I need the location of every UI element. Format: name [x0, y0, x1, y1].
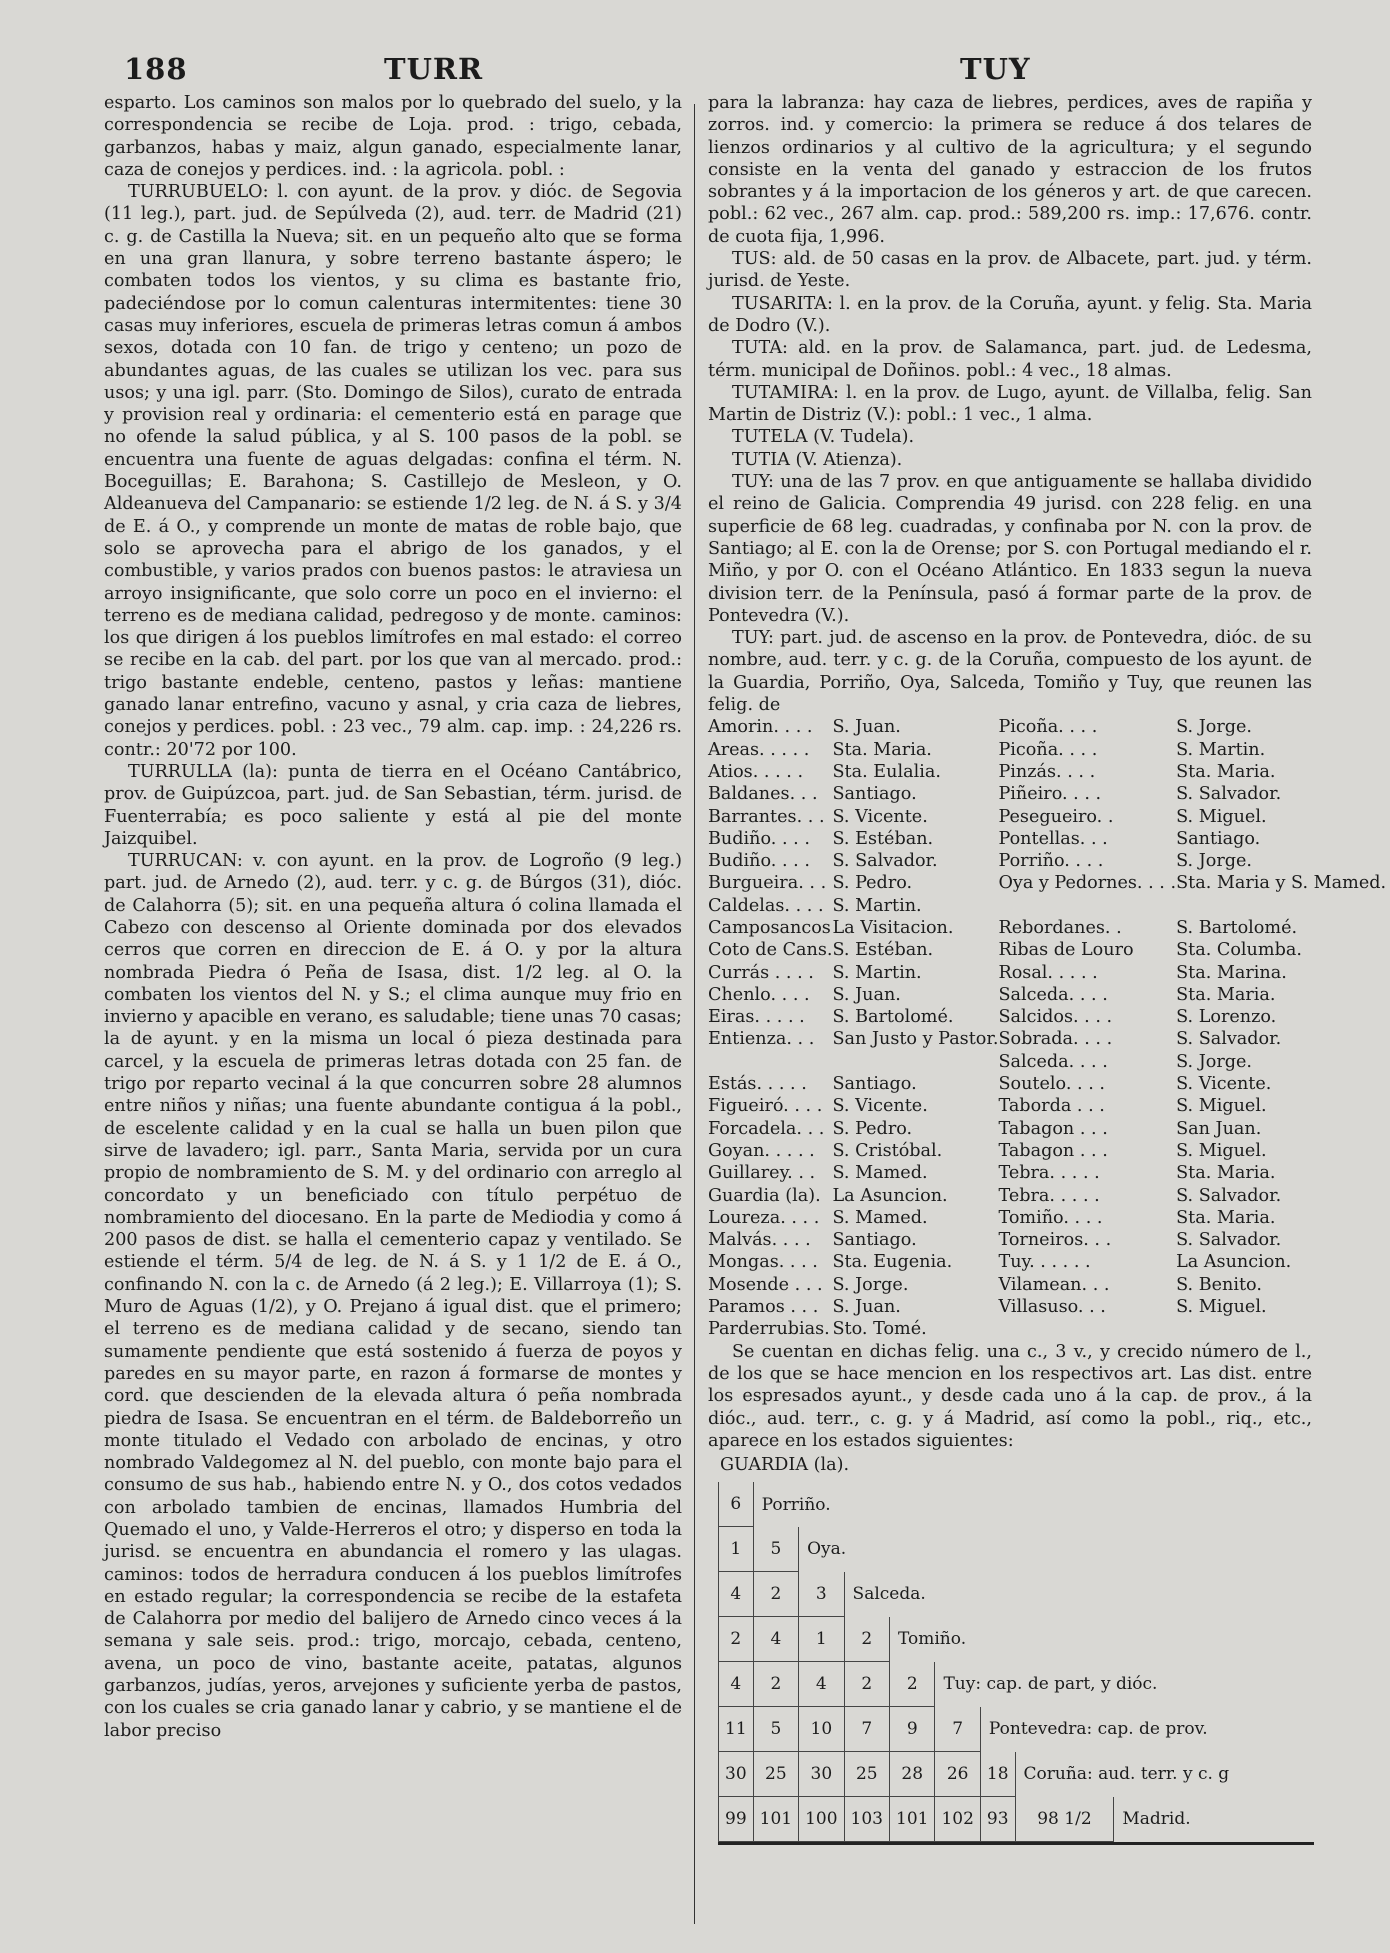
parish-saint: Santiago. — [832, 1230, 917, 1251]
parish-place: Tebra. . . . . — [998, 1163, 1100, 1184]
distance-cell: 7 — [935, 1707, 980, 1752]
parish-saint: Sta. Marina. — [1176, 962, 1287, 983]
parish-saint: S. Salvador. — [1176, 1230, 1282, 1251]
parish-saint — [832, 1051, 998, 1073]
distance-cell: 4 — [753, 1617, 798, 1662]
distance-cell: 4 — [719, 1662, 754, 1707]
distance-cell: 25 — [753, 1752, 798, 1797]
list-item — [708, 1028, 1386, 1050]
parish-saint: San Juan. — [1176, 1118, 1262, 1139]
distance-cell: 93 — [980, 1797, 1015, 1842]
distance-place-label: Coruña: aud. terr. y c. g — [1015, 1752, 1235, 1797]
parish-saint: S. Jorge. — [1176, 1051, 1253, 1072]
list-item — [708, 1251, 1386, 1273]
parish-place: Guardia (la). — [708, 1185, 821, 1206]
parish-saint: S. Salvador. — [1176, 1029, 1282, 1050]
parish-place: Mosende . . . — [708, 1274, 823, 1295]
parish-saint: S. Lorenzo. — [1176, 1007, 1277, 1028]
parish-place: Atios. . . . . — [708, 761, 804, 782]
list-item — [708, 1118, 1386, 1140]
parish-place: Tabagon . . . — [998, 1118, 1108, 1139]
table-row — [719, 1797, 1236, 1842]
parish-place: Figueiró. . . . — [708, 1096, 823, 1117]
table-row — [719, 1572, 1236, 1617]
distance-cell: 98 1/2 — [1015, 1797, 1114, 1842]
distance-place-label: Pontevedra: cap. de prov. — [980, 1707, 1235, 1752]
distance-cell: 11 — [719, 1707, 754, 1752]
parish-saint: S. Martin. — [1176, 739, 1266, 760]
parish-saint: S. Salvador. — [1176, 784, 1282, 805]
entry-paragraph: esparto. Los caminos son malos por lo quebrado del suelo, y la correspondencia se recibe de Loja. prod. : trigo, cebada, garbanzos, habas y maiz, algun ganado, especialmente lanar, caza de conejos y perdices. ind. : la agricola. pobl. : — [104, 93, 682, 180]
running-head-left: TURR — [384, 52, 484, 86]
parish-place: Coto de Cans. — [708, 940, 833, 961]
running-head-right: TUY — [960, 52, 1031, 86]
list-item — [708, 962, 1386, 984]
entry-paragraph: TURRUCAN: v. con ayunt. en la prov. de Logroño (9 leg.) part. jud. de Arnedo (2), aud. terr. y c. g. de Búrgos (31), dióc. de Calahorra (5); sit. en una pequeña altura ó colina llamada el Cabezo con descenso al Oriente dominada por dos elevados cerros que corren en direccion de E. á O. y por la altura nombrada Piedra ó Peña de Isasa, dist. 1/2 leg. al O. la combaten los vientos del N. y S.; el clima aunque muy frio en invierno y apacible en verano, es saludable; tiene unas 70 casas; la de ayunt. y en la misma un local ó pieza destinada para carcel, y la escuela de primeras letras dotada con 25 fan. de trigo por reparto vecinal á la que concurren sobre 28 alumnos entre niños y niñas; una fuente abundante contigua á la pobl., de escelente calidad y en la cual se halla un buen pilon que sirve de lavadero; igl. parr., Santa Maria, servida por un cura propio de nombramiento de S. M. y del ordinario con arreglo al concordato y un beneficiado con título perpétuo de nombramiento del diocesano. En la parte de Mediodia y como á 200 pasos de dist. se halla el cementerio capaz y ventilado. Se estiende el térm. 5/4 de leg. de N. á S. y 1 1/2 de E. á O., confinando N. con la c. de Arnedo (á 2 leg.); E. Villarroya (1); S. Muro de Aguas (1/2), y O. Prejano á igual dist. que el primero; el terreno es de mediana calidad y de secano, siendo tan sumamente pendiente que está sostenido á fuerza de poyos y paredes en su mayor parte, en razon á formarse de montes y cord. que descienden de la elevada altura ó peña nombrada piedra de Isasa. Se encuentran en el térm. de Baldeborreño un monte titulado el Vedado con arbolado de encinas, y otro nombrado Valdegomez al N. del pueblo, con monte bajo para el consumo de sus hab., habiendo entre N. y O., dos cotos vedados con arbolado tambien de encinas, llamados Humbria del Quemado el uno, y Valde-Herreros el otro; y disperso en toda la jurisd. se encuentra en abundancia el romero y las ulagas. caminos: todos de herradura conducen á los pueblos limítrofes en estado regular; la correspondencia se recibe de la estafeta de Calahorra por medio del balijero de Arnedo cinco veces á la semana y sale seis. prod.: trigo, morcajo, cebada, centeno, avena, un poco de vino, bastante aceite, patatas, algunos garbanzos, judías, yeros, arvejones y suficiente yerba de pastos, con los cuales se cria ganado lanar y cabrio, y se mantiene el de labor preciso — [104, 851, 682, 1741]
list-item — [708, 716, 1386, 738]
distance-cell: 9 — [890, 1707, 935, 1752]
parish-saint: San Justo y Pastor. — [832, 1029, 999, 1050]
distance-cell: 2 — [753, 1662, 798, 1707]
parish-place: Pontellas. . . — [998, 828, 1108, 849]
parish-saint: S. Cristóbal. — [832, 1140, 943, 1161]
distance-cell: 2 — [844, 1617, 889, 1662]
parish-saint: Sta. Columba. — [1176, 940, 1302, 961]
parish-place: Budiño. . . . — [708, 828, 810, 849]
parish-saint: S. Vicente. — [832, 1096, 928, 1117]
distance-table — [718, 1482, 1235, 1842]
parish-saint: La Asuncion. — [832, 1185, 948, 1206]
list-item — [708, 1051, 1386, 1073]
parish-place: Loureza. . . . — [708, 1207, 820, 1228]
parish-place: Areas. . . . . — [708, 739, 810, 760]
parish-place: Tomiño. . . . — [998, 1207, 1103, 1228]
distance-cell: 101 — [753, 1797, 798, 1842]
distance-cell: 2 — [719, 1617, 754, 1662]
left-column — [104, 92, 682, 1742]
parish-place: Budiño. . . . — [708, 851, 810, 872]
parish-saint: S. Bartolomé. — [1176, 917, 1298, 938]
parish-saint: S. Salvador. — [832, 851, 938, 872]
parish-saint: S. Salvador. — [1176, 1185, 1282, 1206]
distance-table-title: GUARDIA (la). — [720, 1455, 850, 1476]
parish-saint: S. Miguel. — [1176, 1297, 1267, 1318]
list-item — [708, 806, 1386, 828]
parish-saint: S. Estéban. — [832, 828, 934, 849]
list-item — [708, 761, 1386, 783]
distance-cell: 2 — [890, 1662, 935, 1707]
distance-cell: 102 — [935, 1797, 980, 1842]
page-number: 188 — [124, 52, 188, 86]
parish-place: Salceda. . . . — [998, 984, 1108, 1005]
parish-place: Caldelas. . . . — [708, 895, 824, 916]
list-item — [708, 1140, 1386, 1162]
parish-saint: S. Miguel. — [1176, 1096, 1267, 1117]
list-item — [708, 917, 1386, 939]
distance-cell: 4 — [719, 1572, 754, 1617]
distance-place-label: Tuy: cap. de part, y dióc. — [935, 1662, 1235, 1707]
distance-cell: 2 — [844, 1662, 889, 1707]
list-item — [708, 872, 1386, 894]
distance-place-label: Oya. — [799, 1527, 1236, 1572]
parish-place: Rosal. . . . . — [998, 962, 1098, 983]
table-row — [719, 1482, 1236, 1527]
distance-cell: 10 — [799, 1707, 844, 1752]
parish-saint: Santiago. — [1176, 828, 1261, 849]
parish-place: Oya y Pedornes. . . . — [998, 873, 1177, 894]
entry-paragraph: TUTA: ald. en la prov. de Salamanca, part. jud. de Ledesma, térm. municipal de Doñinos. pobl.: 4 vec., 18 almas. — [708, 338, 1312, 381]
distance-cell: 18 — [980, 1752, 1015, 1797]
parish-place: Picoña. . . . — [998, 717, 1098, 738]
parish-place: Porriño. . . . — [998, 851, 1104, 872]
parish-place: Paramos . . . — [708, 1297, 819, 1318]
list-item — [708, 1185, 1386, 1207]
entry-paragraph: TUY: part. jud. de ascenso en la prov. de Pontevedra, dióc. de su nombre, aud. terr. y c. g. de la Coruña, compuesto de los ayunt. de la Guardia, Porriño, Oya, Salceda, Tomiño y Tuy, que reunen las felig. de — [708, 628, 1312, 716]
entry-paragraph: para la labranza: hay caza de liebres, perdices, aves de rapiña y zorros. ind. y comercio: la primera se reduce á dos telares de lienzos ordinarios y al cultivo de la agricultura; y el segundo consiste en la venta del ganado y estraccion de los frutos sobrantes y á la importacion de los géneros y art. de que carecen. pobl.: 62 vec., 267 alm. cap. prod.: 589,200 rs. imp.: 17,676. contr. de cuota fija, 1,996. — [708, 93, 1312, 247]
parish-saint: S. Estéban. — [832, 940, 934, 961]
list-item — [708, 1162, 1386, 1184]
parish-saint: S. Martin. — [832, 895, 922, 916]
parish-place: Salcidos. . . . — [998, 1007, 1113, 1028]
list-item — [708, 984, 1386, 1006]
entry-paragraph: TUTAMIRA: l. en la prov. de Lugo, ayunt. de Villalba, felig. San Martin de Distriz (V.): pobl.: 1 vec., 1 alma. — [708, 382, 1312, 426]
distance-cell: 25 — [844, 1752, 889, 1797]
parish-saint: S. Pedro. — [832, 1118, 913, 1139]
entry-paragraph: TUTIA (V. Atienza). — [732, 449, 903, 470]
parish-saint: S. Bartolomé. — [832, 1007, 954, 1028]
parish-saint: S. Juan. — [832, 1297, 901, 1318]
list-item — [708, 1006, 1386, 1028]
distance-place-label: Salceda. — [844, 1572, 1235, 1617]
distance-cell: 26 — [935, 1752, 980, 1797]
parish-place — [998, 1318, 1176, 1340]
parish-place: Forcadela. . . — [708, 1118, 825, 1139]
list-item — [708, 850, 1386, 872]
parish-place: Barrantes. . . — [708, 806, 825, 827]
parish-place: Piñeiro. . . . — [998, 784, 1102, 805]
parish-saint — [1176, 1318, 1386, 1340]
distance-cell: 1 — [719, 1527, 754, 1572]
distance-cell: 99 — [719, 1797, 754, 1842]
parish-saint: Sta. Eugenia. — [832, 1252, 953, 1273]
parish-place: Currás . . . . — [708, 962, 814, 983]
parish-place: Pinzás. . . . — [998, 761, 1096, 782]
right-column — [708, 92, 1387, 1845]
parish-place: Tebra. . . . . — [998, 1185, 1100, 1206]
parish-saint: Santiago. — [832, 1074, 917, 1095]
parish-saint — [1176, 895, 1386, 917]
list-item — [708, 739, 1386, 761]
column-divider — [694, 104, 695, 1924]
distance-cell: 7 — [844, 1707, 889, 1752]
parish-place: Taborda . . . — [998, 1096, 1105, 1117]
list-item — [708, 1296, 1386, 1318]
parish-saint: S. Martin. — [832, 962, 922, 983]
list-item — [708, 1229, 1386, 1251]
parish-saint: S. Pedro. — [832, 873, 913, 894]
parish-saint: Sta. Maria. — [1176, 761, 1276, 782]
parish-place: Ribas de Louro — [998, 940, 1134, 961]
parish-place: Pesegueiro. . — [998, 806, 1114, 827]
parish-saint: Sta. Maria. — [1176, 984, 1276, 1005]
parish-place: Eiras. . . . . — [708, 1007, 805, 1028]
parish-place: Rebordanes. . — [998, 917, 1122, 938]
table-row — [719, 1527, 1236, 1572]
parish-place: Salceda. . . . — [998, 1051, 1108, 1072]
distance-cell: 30 — [799, 1752, 844, 1797]
distance-cell: 6 — [719, 1482, 754, 1527]
parish-saint: Sto. Tomé. — [832, 1319, 927, 1340]
list-item — [708, 828, 1386, 850]
parish-saint: Sta. Maria. — [1176, 1163, 1276, 1184]
distance-cell: 28 — [890, 1752, 935, 1797]
parish-saint: S. Miguel. — [1176, 1140, 1267, 1161]
distance-cell: 103 — [844, 1797, 889, 1842]
parish-place: Estás. . . . . — [708, 1074, 807, 1095]
parish-place: Amorin. . . . — [708, 717, 813, 738]
parish-place: Guillarey. . . — [708, 1163, 816, 1184]
parish-place: Burgueira. . . — [708, 873, 827, 894]
table-row — [719, 1707, 1236, 1752]
parish-saint: Sta. Maria y S. Mamed. — [1176, 873, 1387, 894]
list-item — [708, 895, 1386, 917]
parish-place: Camposancos — [708, 917, 831, 938]
entry-paragraph: TUSARITA: l. en la prov. de la Coruña, ayunt. y felig. Sta. Maria de Dodro (V.). — [708, 293, 1312, 336]
parish-saint: S. Juan. — [832, 717, 901, 738]
list-item — [708, 1073, 1386, 1095]
parish-place: Torneiros. . . — [998, 1230, 1112, 1251]
entry-paragraph: TURRUBUELO: l. con ayunt. de la prov. y dióc. de Segovia (11 leg.), part. jud. de Sepúlveda (2), aud. terr. de Madrid (21) c. g. de Castilla la Nueva; sit. en un pequeño alto que se forma en una gran llanura, y sobre terreno bastante áspero; le combaten todos los vientos, y su clima es bastante frio, padeciéndose por lo comun calenturas intermitentes: tiene 30 casas muy inferiores, escuela de primeras letras comun á ambos sexos, dotada con 10 fan. de trigo y centeno; un pozo de abundantes aguas, de las cuales se utilizan los vec. para sus usos; y una igl. parr. (Sto. Domingo de Silos), curato de entrada y provision real y ordinaria: el cementerio está en parage que no ofende la salud pública, y al S. 100 pasos de la pobl. se encuentra una fuente de aguas delgadas: confina el térm. N. Boceguillas; E. Barahona; S. Castillejo de Mesleon, y O. Aldeanueva del Campanario: se estiende 1/2 leg. de N. á S. y 3/4 de E. á O., y comprende un monte de matas de roble bajo, que solo se aprovecha para el abrigo de los ganados, y el combustible, y varios prados con buenos pastos: le atraviesa un arroyo insignificante, que solo corre un poco en el invierno: el terreno es de mediana calidad, pedregoso y de monte. caminos: los que dirigen á los pueblos limítrofes en mal estado: el correo se recibe en la cab. del part. por los que van al mercado. prod.: trigo bastante endeble, centeno, pastos y leñas: mantiene ganado lanar entrefino, vacuno y asnal, y cria caza de liebres, conejos y perdices. pobl. : 23 vec., 79 alm. cap. imp. : 24,226 rs. contr.: 20'72 por 100. — [104, 182, 682, 760]
distance-cell: 101 — [890, 1797, 935, 1842]
parish-place — [998, 895, 1176, 917]
parish-place: Malvás. . . . — [708, 1230, 811, 1251]
distance-cell: 2 — [753, 1572, 798, 1617]
distance-cell: 4 — [799, 1662, 844, 1707]
table-row — [719, 1662, 1236, 1707]
entry-paragraph: Se cuentan en dichas felig. una c., 3 v., y crecido número de l., de los que se hace mencion en los respectivos art. Las dist. entre los espresados ayunt., y desde cada uno á la cap. de prov., á la dióc., aud. terr., c. g. y á Madrid, así como la pobl., riq., etc., aparece en los estados siguientes: — [708, 1341, 1312, 1451]
parish-place: Parderrubias. — [708, 1319, 830, 1340]
distance-place-label: Porriño. — [753, 1482, 1235, 1527]
distance-cell: 3 — [799, 1572, 844, 1617]
list-item — [708, 939, 1386, 961]
parish-saint: Sta. Maria. — [832, 739, 932, 760]
table-row — [719, 1617, 1236, 1662]
parish-saint: Sta. Maria. — [1176, 1207, 1276, 1228]
entry-paragraph: TURRULLA (la): punta de tierra en el Océano Cantábrico, prov. de Guipúzcoa, part. jud. de San Sebastian, térm. jurisd. de Fuenterrabía; es poco saliente y está al pie del monte Jaizquibel. — [104, 761, 682, 849]
list-item — [708, 783, 1386, 805]
parish-place: Soutelo. . . . — [998, 1074, 1105, 1095]
list-item — [708, 1095, 1386, 1117]
parish-saint: Sta. Eulalia. — [832, 761, 941, 782]
parish-saint: S. Mamed. — [832, 1163, 928, 1184]
parish-saint: S. Jorge. — [1176, 851, 1253, 872]
table-row — [719, 1752, 1236, 1797]
list-item — [708, 1207, 1386, 1229]
parish-place: Mongas. . . . — [708, 1252, 818, 1273]
parish-saint: S. Jorge. — [832, 1274, 909, 1295]
parish-saint: S. Benito. — [1176, 1274, 1262, 1295]
parish-place: Sobrada. . . . — [998, 1029, 1113, 1050]
parish-place: Entienza. . . — [708, 1029, 815, 1050]
distance-cell: 1 — [799, 1617, 844, 1662]
parish-place: Picoña. . . . — [998, 739, 1098, 760]
list-item — [708, 1274, 1386, 1296]
parish-list — [708, 716, 1386, 1340]
parish-place: Villasuso. . . — [998, 1297, 1106, 1318]
distance-cell: 100 — [799, 1797, 844, 1842]
parish-saint: S. Miguel. — [1176, 806, 1267, 827]
entry-paragraph: TUY: una de las 7 prov. en que antiguamente se hallaba dividido el reino de Galicia. Comprendia 49 jurisd. con 228 felig. en una superficie de 68 leg. cuadradas, y confinaba por N. con la prov. de Santiago; al E. con la de Orense; por S. con Portugal mediando el r. Miño, y por O. con el Océano Atlántico. En 1833 segun la nueva division terr. de la Península, pasó á formar parte de la prov. de Pontevedra (V.). — [708, 472, 1312, 626]
parish-saint: S. Vicente. — [1176, 1074, 1272, 1095]
list-item — [708, 1318, 1386, 1340]
parish-saint: S. Vicente. — [832, 806, 928, 827]
parish-place: Baldanes. . . — [708, 784, 818, 805]
distance-cell: 30 — [719, 1752, 754, 1797]
parish-saint: S. Jorge. — [1176, 717, 1253, 738]
distance-place-label: Tomiño. — [890, 1617, 1236, 1662]
parish-place: Goyan. . . . . — [708, 1140, 815, 1161]
parish-place: Chenlo. . . . — [708, 984, 810, 1005]
parish-saint: S. Mamed. — [832, 1207, 928, 1228]
distance-place-label: Madrid. — [1114, 1797, 1235, 1842]
parish-place: Tuy. . . . . . — [998, 1252, 1091, 1273]
parish-saint: La Asuncion. — [1176, 1252, 1292, 1273]
parish-place: Tabagon . . . — [998, 1140, 1108, 1161]
entry-paragraph: TUTELA (V. Tudela). — [732, 427, 915, 448]
parish-place — [708, 1051, 832, 1073]
distance-cell: 5 — [753, 1527, 798, 1572]
distance-cell: 5 — [753, 1707, 798, 1752]
parish-saint: Santiago. — [832, 784, 917, 805]
parish-saint: S. Juan. — [832, 984, 901, 1005]
parish-saint: La Visitacion. — [832, 917, 954, 938]
table-bottom-rule — [718, 1842, 1314, 1845]
entry-paragraph: TUS: ald. de 50 casas en la prov. de Albacete, part. jud. y térm. jurisd. de Yeste. — [708, 249, 1312, 292]
parish-place: Vilamean. . . — [998, 1274, 1110, 1295]
